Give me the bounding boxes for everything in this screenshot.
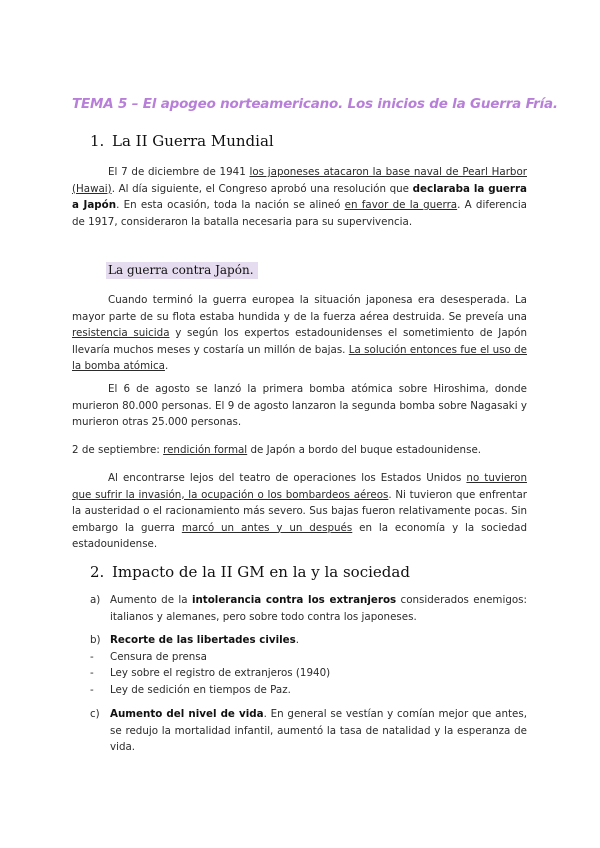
paragraph-estados-unidos: Al encontrarse lejos del teatro de operaciones los Estados Unidos no tuvieron que sufrir la invasión, la ocupación o los bombardeos aéreos. Ni tuvieron que enfrentar la austeridad o el racionamiento más severo. Sus bajas fueron relativamente pocas. Sin embargo la guerra marcó un antes y un después en la economía y la sociedad estadounidense. xyxy=(72,472,527,550)
section-1-heading xyxy=(90,132,274,150)
list-item-b: b) Recorte de las libertades civiles. - Censura de prensa - Ley sobre el registro de extranjeros (1940) - Ley de sedición en tiempos de Paz. xyxy=(72,632,527,698)
underlined-phrase: no tuvieron que sufrir la invasión, la ocupación o los bombardeos aéreos xyxy=(72,472,527,501)
bold-phrase: declaraba la guerra a Japón xyxy=(72,182,528,211)
bold-phrase: Recorte de las libertades civiles xyxy=(110,634,296,646)
document-title: TEMA 5 – El apogeo norteamericano. Los inicios de la Guerra Fría. xyxy=(72,96,558,112)
list-marker: c) xyxy=(90,708,100,720)
dash-bullet: - xyxy=(90,650,94,663)
section-2-number: 2. xyxy=(90,563,105,581)
list-subitem: - Ley de sedición en tiempos de Paz. xyxy=(72,682,527,699)
paragraph-bombas-atomicas: El 6 de agosto se lanzó la primera bomba atómica sobre Hiroshima, donde murieron 80.000 personas. El 9 de agosto lanzaron la segunda bomba sobre Nagasaki y murieron otras 25.000 personas. xyxy=(72,383,527,428)
dash-bullet: - xyxy=(90,667,94,679)
list-marker: b) xyxy=(90,634,101,646)
paragraph-situacion-japonesa: Cuando terminó la guerra europea la situación japonesa era desesperada. La mayor parte de su flota estaba hundida y de la fuerza aérea destruida. Se preveía una resistencia suicida y según los expertos estadounidenses el sometimiento de Japón llevaría muchos meses y costaría un millón de bajas. La solución entonces fue el uso de la bomba atómica. xyxy=(72,294,528,372)
underlined-phrase: marcó un antes y un después xyxy=(181,521,353,534)
underlined-phrase: La solución entonces fue el uso de la bomba atómica xyxy=(72,343,527,372)
list-marker: a) xyxy=(90,594,101,606)
underlined-phrase: rendición formal xyxy=(163,444,248,456)
dash-bullet: - xyxy=(90,683,94,696)
bold-phrase: intolerancia contra los extranjeros xyxy=(191,594,397,606)
list-item-c: c) Aumento del nivel de vida. En general se vestían y comían mejor que antes, se redujo la mortalidad infantil, aumentó la tasa de natalidad y la esperanza de vida. xyxy=(90,708,527,753)
section-1-title: La II Guerra Mundial xyxy=(112,132,274,150)
paragraph-rendicion: 2 de septiembre: rendición formal de Japón a bordo del buque estadounidense. xyxy=(72,444,482,456)
bold-phrase: Aumento del nivel de vida xyxy=(110,708,264,720)
section-1-number: 1. xyxy=(90,132,105,150)
list-item-a: a) Aumento de la intolerancia contra los extranjeros considerados enemigos: italianos y alemanes, pero sobre todo contra los japoneses. xyxy=(90,594,527,623)
underlined-phrase: resistencia suicida xyxy=(72,327,170,339)
underlined-phrase: en favor de la guerra xyxy=(344,199,458,211)
list-subitem: - Ley sobre el registro de extranjeros (1940) xyxy=(72,665,527,682)
paragraph-pearl-harbor: El 7 de diciembre de 1941 los japoneses atacaron la base naval de Pearl Harbor (Hawai). Al día siguiente, el Congreso aprobó una resolución que declaraba la guerra a Japón. En esta ocasión, toda la nación se alineó en favor de la guerra. A diferencia de 1917, consideraron la batalla necesaria para su supervivencia. xyxy=(72,166,528,228)
underlined-phrase: los japoneses atacaron la base naval de Pearl Harbor (Hawai) xyxy=(72,166,527,195)
list-subitem: - Censura de prensa xyxy=(72,649,527,666)
section-2-heading xyxy=(90,563,410,581)
section-2-title: Impacto de la II GM en la y la sociedad xyxy=(112,563,410,581)
subheading-guerra-japon: La guerra contra Japón. xyxy=(106,262,258,279)
